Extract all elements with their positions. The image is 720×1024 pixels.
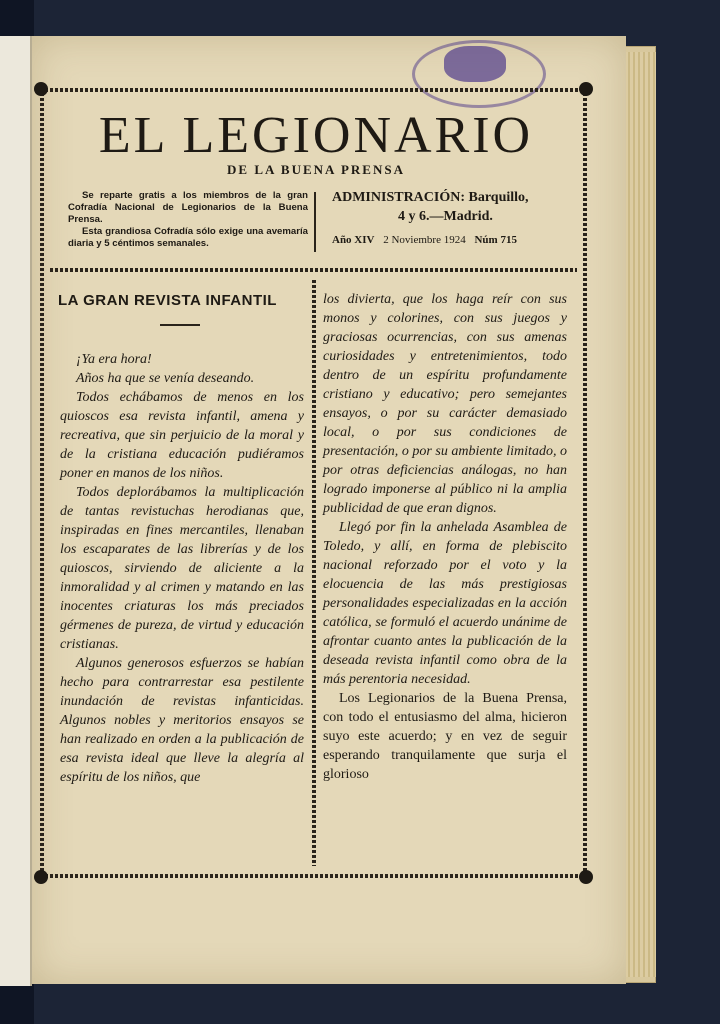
cover-edge: [0, 36, 32, 986]
info-divider: [314, 192, 316, 252]
corner-ornament-icon: [579, 82, 593, 96]
paragraph: Todos echábamos de menos en los quioscos esa revista infantil, amena y recreativa, que sin perjuicio de la moral y de la cristiana educación pudiéramos poner en manos de los niños.: [60, 390, 304, 481]
column-separator: [312, 280, 316, 866]
corner-ornament-icon: [34, 82, 48, 96]
article-title: LA GRAN REVISTA INFANTIL: [58, 292, 277, 309]
paragraph: Todos deplorábamos la multiplicación de tantas revistuchas herodianas que, inspiradas en fines mercantiles, llenaban los escaparates de las librerías y de los quioscos, sirviendo de aliciente a la inmoralidad y al crimen y matando en las inocentes criaturas los más preciados gérmenes de pureza, de virtud y educación cristianas.: [60, 485, 304, 652]
masthead-title: EL LEGIONARIO: [98, 107, 534, 164]
distribution-line: Se reparte gratis a los miembros de la gran Cofradía Nacional de Legionarios de la Buena Prensa.: [68, 190, 308, 225]
requirement-line: Esta grandiosa Cofradía sólo exige una avemaría diaria y 5 céntimos semanales.: [68, 226, 308, 249]
frame-border-right: [583, 88, 587, 878]
corner-ornament-icon: [34, 870, 48, 884]
paragraph: Los Legionarios de la Buena Prensa, con todo el entusiasmo del alma, hicieron suyo este acuerdo; y en vez de seguir esperando tranquilamente que surja el glorioso: [323, 691, 567, 782]
issue-info: [332, 234, 566, 246]
frame-border-top: [40, 88, 587, 92]
article-column-right: [323, 290, 567, 784]
administration-block: [332, 188, 554, 226]
corner-ornament-icon: [579, 870, 593, 884]
paragraph: ¡Ya era hora!: [76, 352, 152, 367]
header-separator: [50, 268, 577, 272]
stamp-ink-icon: [444, 46, 506, 82]
frame-border-bottom: [40, 874, 587, 878]
article-column-left: [60, 350, 304, 787]
issue-number: Núm 715: [474, 234, 517, 246]
paragraph: Algunos generosos esfuerzos se habían hecho para contrarrestar esa pestilente inundación de revistas infanticidas. Algunos nobles y meritorios ensayos se han realizado en orden a la publicación de esa revista ideal que lleve la alegría al espíritu de los niños, que: [60, 656, 304, 785]
frame-border-left: [40, 88, 44, 878]
paragraph: los divierta, que los haga reír con sus monos y colorines, con sus juegos y graciosas ocurrencias, con sus amenas curiosidades y entretenimientos, todo dentro de un espíritu profundamente cristiano y educativo; pero semejantes ensayos, o por su carácter demasiado local, o por sus condiciones de presentación, o por su ambiente limitado, o por otras deficiencias análogas, no han logrado imponerse al público ni la amplia publicidad de que eran dignos.: [323, 292, 567, 516]
title-rule: [160, 324, 200, 326]
distribution-info: [68, 190, 308, 250]
paragraph: Años ha que se venía deseando.: [76, 371, 255, 386]
administration-address: 4 y 6.—Madrid.: [398, 209, 493, 224]
administration-label: ADMINISTRACIÓN: Barquillo,: [332, 190, 529, 205]
issue-date: 2 Noviembre 1924: [383, 234, 466, 246]
paragraph: Llegó por fin la anhelada Asamblea de Toledo, y allí, en forma de plebiscito nacional reforzado por el voto y la elocuencia de las más prestigiosas personalidades especializadas en la acción católica, se formuló el acuerdo unánime de afrontar cuanto antes la publicación de la deseada revista infantil como obra de la más perentoria necesidad.: [323, 520, 567, 687]
masthead-subtitle: DE LA BUENA PRENSA: [227, 162, 405, 177]
issue-year: Año XIV: [332, 234, 375, 246]
